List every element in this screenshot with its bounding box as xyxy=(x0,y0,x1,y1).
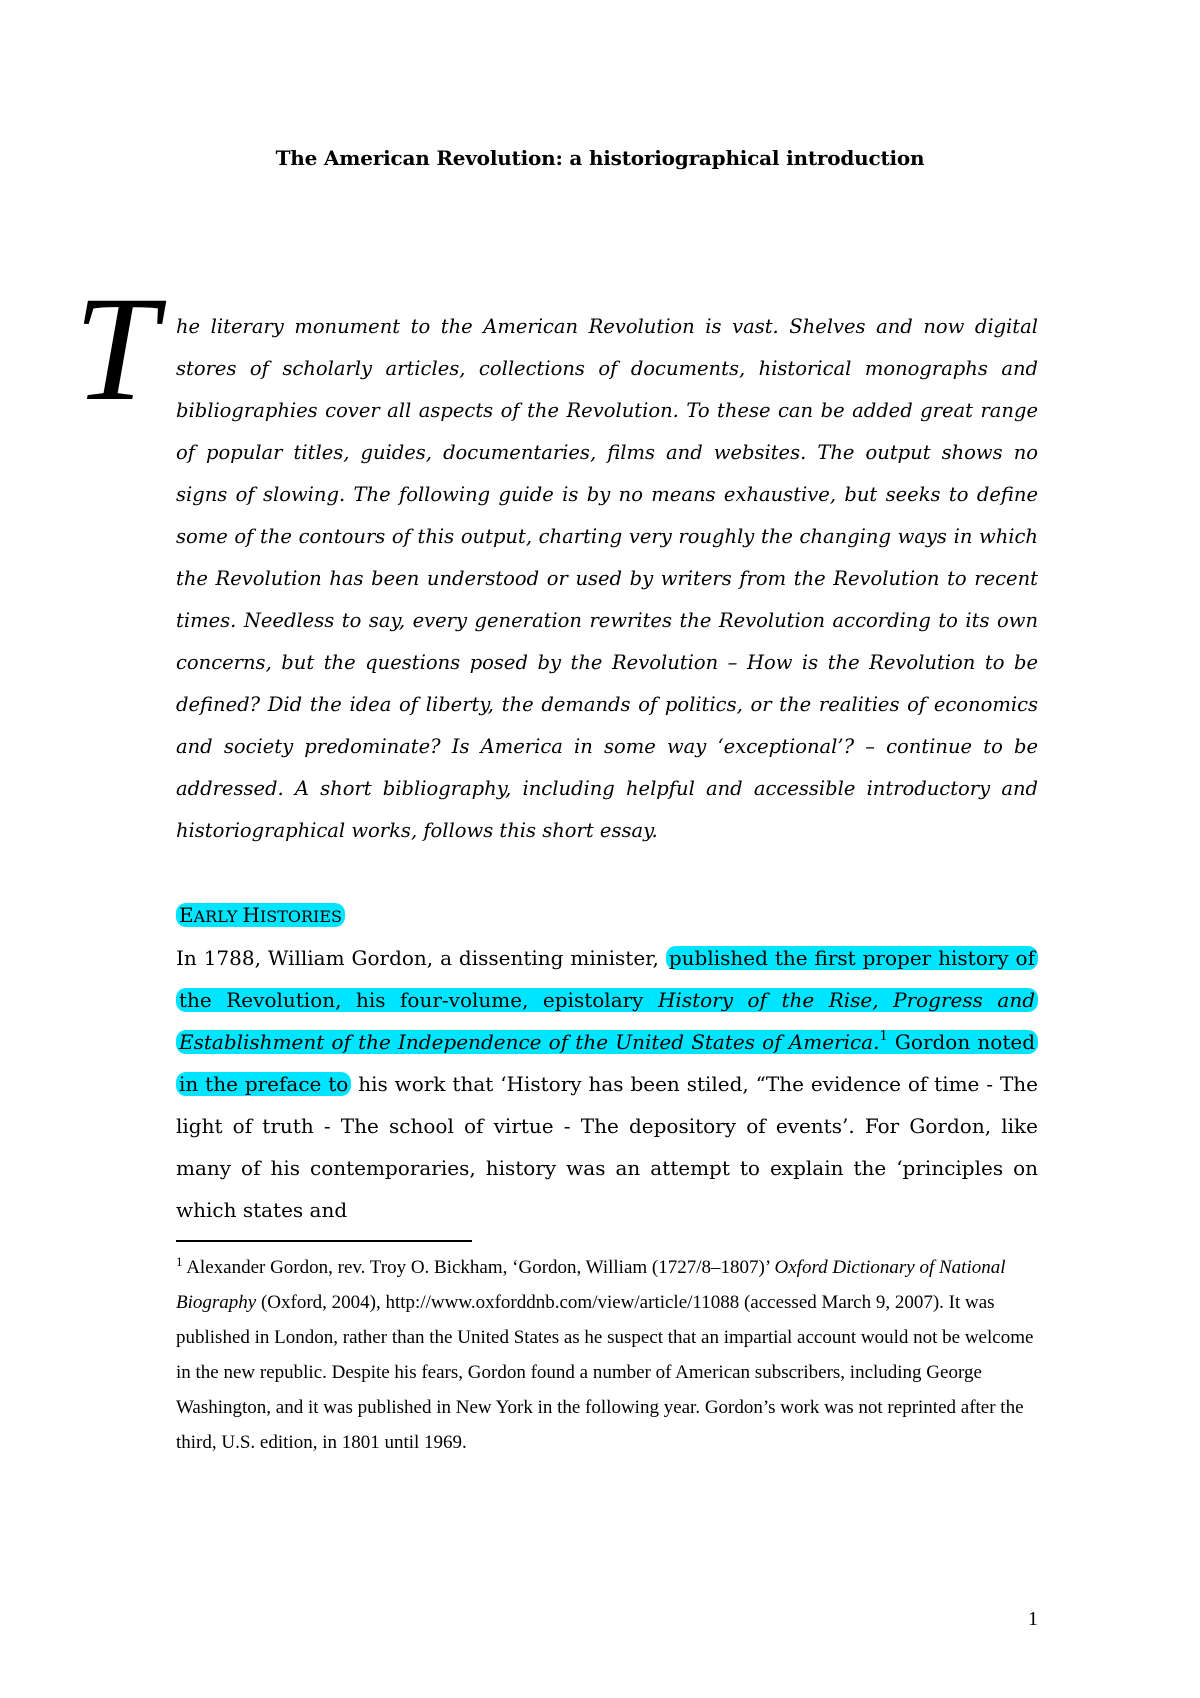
document-title: The American Revolution: a historiographical introduction xyxy=(275,146,925,170)
footnote-number: 1 xyxy=(176,1254,183,1269)
book-title: History of the Rise, Progress and Establishment of the Independence of the United States of America. xyxy=(179,988,1036,1054)
highlighted-text: published the first proper history of the Revolution, his four-volume, epistolary xyxy=(179,946,1035,1012)
body-rest-text: his work that ‘History has been stiled, “The evidence of time - The light of truth - The school of virtue - The depository of events’. For Gordon, like many of his contemporaries, history was an attempt to explain the ‘principles on which states and xyxy=(176,1072,1038,1222)
footnote xyxy=(176,1250,1038,1460)
footnote-text-b: (Oxford, 2004), http://www.oxforddnb.com/view/article/11088 (accessed March 9, 2007). It was published in London, rather than the United States as he suspect that an impartial account would not be welcome in the new republic. Despite his fears, Gordon found a number of American subscribers, including George Washington, and it was published in New York in the following year. Gordon’s work was not reprinted after the third, U.S. edition, in 1801 until 1969. xyxy=(176,1292,1034,1453)
heading-initial-e: E xyxy=(179,903,194,927)
footnote-italic-title: Oxford Dictionary of National Biography xyxy=(176,1257,1006,1313)
heading-rest-1: ARLY xyxy=(193,907,243,926)
heading-rest-2: ISTORIES xyxy=(259,907,342,926)
section-heading xyxy=(176,900,345,932)
drop-cap-letter: T xyxy=(74,266,158,432)
highlighted-continuation: Gordon noted in the preface to xyxy=(179,1030,1035,1096)
intro-paragraph: he literary monument to the American Revolution is vast. Shelves and now digital stores of scholarly articles, collections of documents, historical monographs and bibliographies cover all aspects of the Revolution. To these can be added great range of popular titles, guides, documentaries, films and websites. The output shows no signs of slowing. The following guide is by no means exhaustive, but seeks to define some of the contours of this output, charting very roughly the changing ways in which the Revolution has been understood or used by writers from the Revolution to recent times. Needless to say, every generation rewrites the Revolution according to its own concerns, but the questions posed by the Revolution – How is the Revolution to be defined? Did the idea of liberty, the demands of politics, or the realities of economics and society predominate? Is America in some way ‘exceptional’? – continue to be addressed. A short bibliography, including helpful and accessible introductory and historiographical works, follows this short essay. xyxy=(176,315,1038,842)
body-lead-text: In 1788, William Gordon, a dissenting minister, xyxy=(176,946,666,970)
footnote-separator xyxy=(176,1240,472,1242)
heading-initial-h: H xyxy=(242,903,260,927)
footnote-reference[interactable]: 1 xyxy=(879,1029,888,1044)
section-heading-highlight xyxy=(176,903,345,927)
page-number: 1 xyxy=(1028,1608,1038,1630)
footnote-text-a: Alexander Gordon, rev. Troy O. Bickham, ‘Gordon, William (1727/8–1807)’ xyxy=(182,1257,775,1278)
body-paragraph xyxy=(176,937,1038,1231)
